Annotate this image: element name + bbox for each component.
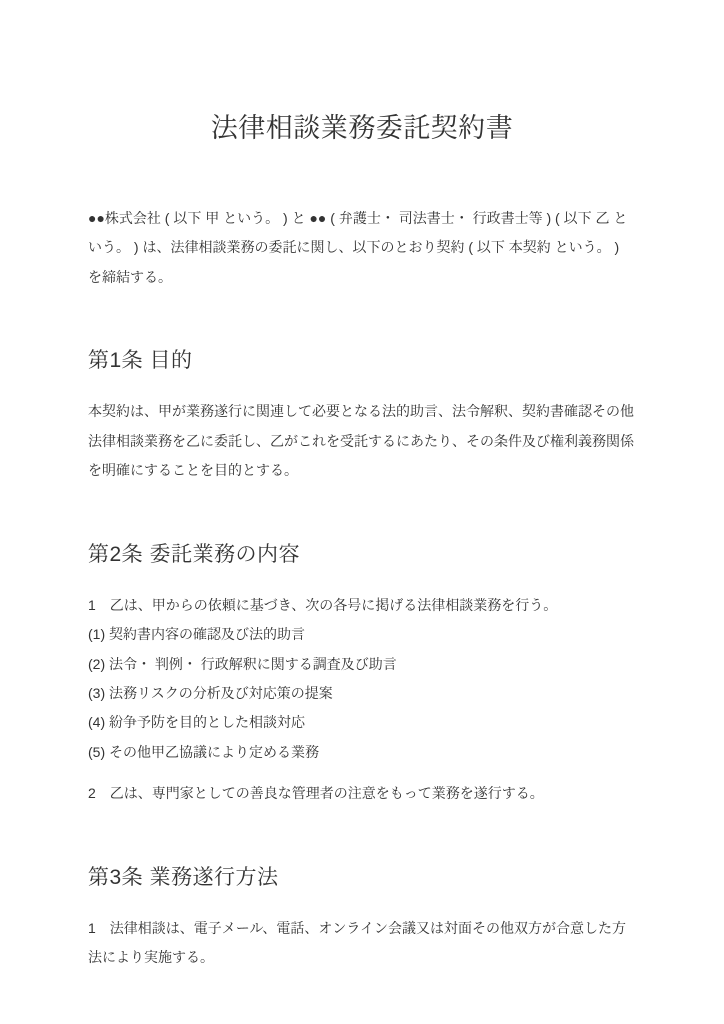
article-2-list-item-2: (2) 法令・ 判例・ 行政解釈に関する調査及び助言	[88, 655, 397, 672]
article-2-list-item-3: (3) 法務リスクの分析及び対応策の提案	[88, 685, 333, 702]
article-3-heading: 第3条 業務遂行方法	[88, 865, 279, 889]
article-1-body: 本契約は、甲が業務遂行に関連して必要となる法的助言、法令解釈、契約書確認その他法律相談業務を乙に委託し、乙がこれを受託するにあたり、その条件及び権利義務関係を明確にすることを目的とする。	[88, 403, 634, 479]
document-title: 法律相談業務委託契約書	[210, 113, 514, 143]
article-3-clause-1: 1 法律相談は、電子メール、電話、オンライン会議又は対面その他双方が合意した方法により実施する。	[88, 920, 626, 966]
article-2-heading: 第2条 委託業務の内容	[88, 542, 301, 566]
article-2-clause-1: 1 乙は、甲からの依頼に基づき、次の各号に掲げる法律相談業務を行う。	[88, 596, 558, 613]
section-article-1	[88, 346, 636, 486]
article-2-clause-2: 2 乙は、専門家としての善良な管理者の注意をもって業務を遂行する。	[88, 785, 544, 802]
intro-paragraph: ●●株式会社 ( 以下 甲 という。 ) と ●● ( 弁護士・ 司法書士・ 行政書士等 ) ( 以下 乙 という。 ) は、法律相談業務の委託に関し、以下のとおり契約 ( 以下 本契約 という。 ) を締結する。	[88, 209, 628, 285]
article-1-heading: 第1条 目的	[88, 348, 193, 372]
article-2-list-item-5: (5) その他甲乙協議により定める業務	[88, 743, 319, 760]
article-2-list-item-4: (4) 紛争予防を目的とした相談対応	[88, 714, 305, 731]
article-2-list-item-1: (1) 契約書内容の確認及び法的助言	[88, 626, 305, 643]
section-article-3	[88, 863, 636, 973]
section-article-2	[88, 540, 636, 809]
